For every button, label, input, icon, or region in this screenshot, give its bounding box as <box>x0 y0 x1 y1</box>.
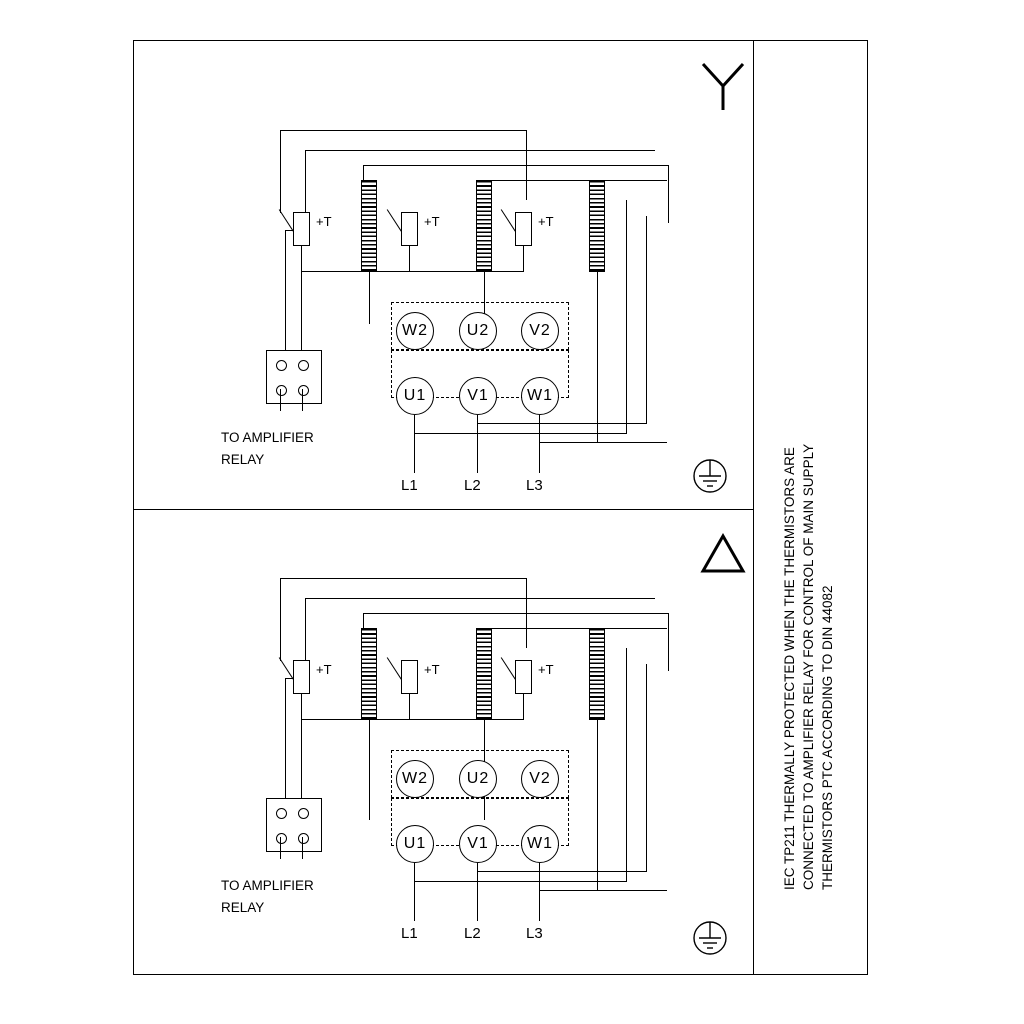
amplifier-terminal-dot-4 <box>298 385 309 396</box>
thermistor-1-down <box>301 694 302 798</box>
amplifier-caption-line1: TO AMPLIFIER <box>221 878 314 893</box>
panel-divider-vertical <box>753 40 754 975</box>
amplifier-lead-2 <box>302 837 303 859</box>
winding-coil-1 <box>361 628 377 720</box>
supply-label-l3: L3 <box>526 477 543 494</box>
thermistor-1-down <box>301 246 302 350</box>
amplifier-terminal-dot-2 <box>298 808 309 819</box>
amplifier-terminal-dot-3 <box>276 385 287 396</box>
wire-top-2-drop <box>305 598 306 661</box>
terminal-v2: V2 <box>521 760 559 798</box>
jumper-3 <box>539 890 667 891</box>
jumper-3-riser <box>597 272 598 442</box>
wire-top-3-right <box>668 165 669 223</box>
terminal-v1: V1 <box>459 825 497 863</box>
amplifier-lead-1 <box>280 837 281 859</box>
jumper-3 <box>539 442 667 443</box>
jumper-1-riser <box>626 648 627 881</box>
terminal-v1: V1 <box>459 377 497 415</box>
supply-label-l1: L1 <box>401 477 418 494</box>
amplifier-caption-line2: RELAY <box>221 452 265 467</box>
coil-1-lead <box>369 720 370 820</box>
winding-coil-1 <box>361 180 377 272</box>
supply-label-l2: L2 <box>464 477 481 494</box>
winding-coil-3 <box>589 628 605 720</box>
wire-top-3 <box>363 165 668 166</box>
terminal-w1: W1 <box>521 825 559 863</box>
thermistor-link-a <box>301 719 409 720</box>
terminal-v2: V2 <box>521 312 559 350</box>
panel-star <box>133 40 753 509</box>
winding-coil-3 <box>589 180 605 272</box>
thermistor-return-top <box>285 230 293 231</box>
thermistor-2-down <box>409 694 410 720</box>
thermistor-1-label: +T <box>316 662 332 677</box>
amplifier-terminal-dot-1 <box>276 360 287 371</box>
wire-top-4 <box>479 628 667 629</box>
thermistor-3-label: +T <box>538 662 554 677</box>
wire-top-2 <box>305 598 655 599</box>
thermistor-return <box>285 230 286 350</box>
jumper-1-riser <box>626 200 627 433</box>
winding-coil-2 <box>476 180 492 272</box>
thermistor-3-label: +T <box>538 214 554 229</box>
amplifier-terminal-box <box>266 798 322 852</box>
amplifier-terminal-dot-3 <box>276 833 287 844</box>
amplifier-lead-2 <box>302 389 303 411</box>
thermistor-return-top <box>285 678 293 679</box>
terminal-w1: W1 <box>521 377 559 415</box>
jumper-1 <box>414 433 627 434</box>
winding-coil-2 <box>476 628 492 720</box>
thermistor-2 <box>401 212 418 246</box>
wire-top-2-drop <box>305 150 306 213</box>
thermistor-3-down <box>523 246 524 272</box>
thermistor-1 <box>293 660 310 694</box>
earth-ground-icon <box>688 917 732 959</box>
side-note-line3: THERMISTORS PTC ACCORDING TO DIN 44082 <box>820 585 835 890</box>
earth-ground-icon <box>688 455 732 497</box>
delta-symbol-icon <box>699 531 747 577</box>
thermistor-return <box>285 678 286 798</box>
wire-top-1-drop <box>280 578 281 661</box>
coil-1-lead <box>369 272 370 324</box>
wire-top-1 <box>280 130 527 131</box>
jumper-2 <box>477 423 647 424</box>
terminal-u2: U2 <box>459 312 497 350</box>
supply-line-l1 <box>414 863 415 921</box>
thermistor-3 <box>515 212 532 246</box>
jumper-3-riser <box>597 720 598 890</box>
side-note-line2: CONNECTED TO AMPLIFIER RELAY FOR CONTROL OF MAIN SUPPLY <box>801 443 816 890</box>
amplifier-terminal-dot-2 <box>298 360 309 371</box>
thermistor-2-down <box>409 246 410 272</box>
wye-symbol-icon <box>699 60 747 112</box>
panel-delta <box>133 509 753 975</box>
wire-top-1 <box>280 578 527 579</box>
thermistor-3-down <box>523 694 524 720</box>
wire-top-3-right <box>668 613 669 671</box>
jumper-2-riser <box>646 216 647 423</box>
terminal-u1: U1 <box>396 377 434 415</box>
thermistor-1 <box>293 212 310 246</box>
thermistor-2 <box>401 660 418 694</box>
thermistor-2-label: +T <box>424 214 440 229</box>
jumper-2 <box>477 871 647 872</box>
terminal-u1: U1 <box>396 825 434 863</box>
jumper-1 <box>414 881 627 882</box>
supply-label-l3: L3 <box>526 925 543 942</box>
thermistor-link-a <box>301 271 409 272</box>
wire-top-2 <box>305 150 655 151</box>
amplifier-terminal-box <box>266 350 322 404</box>
terminal-w2: W2 <box>396 760 434 798</box>
thermistor-1-label: +T <box>316 214 332 229</box>
wire-top-4 <box>479 180 667 181</box>
amplifier-caption-line1: TO AMPLIFIER <box>221 430 314 445</box>
amplifier-caption-line2: RELAY <box>221 900 265 915</box>
wire-top-3 <box>363 613 668 614</box>
jumper-2-riser <box>646 664 647 871</box>
thermistor-link-b <box>409 719 523 720</box>
supply-label-l1: L1 <box>401 925 418 942</box>
supply-label-l2: L2 <box>464 925 481 942</box>
amplifier-terminal-dot-1 <box>276 808 287 819</box>
supply-line-l1 <box>414 415 415 473</box>
side-note-line1: IEC TP211 THERMALLY PROTECTED WHEN THE THERMISTORS ARE <box>782 447 797 890</box>
wire-top-1-drop <box>280 130 281 213</box>
thermistor-2-label: +T <box>424 662 440 677</box>
thermistor-link-b <box>409 271 523 272</box>
terminal-u2: U2 <box>459 760 497 798</box>
thermistor-3 <box>515 660 532 694</box>
amplifier-terminal-dot-4 <box>298 833 309 844</box>
amplifier-lead-1 <box>280 389 281 411</box>
terminal-w2: W2 <box>396 312 434 350</box>
